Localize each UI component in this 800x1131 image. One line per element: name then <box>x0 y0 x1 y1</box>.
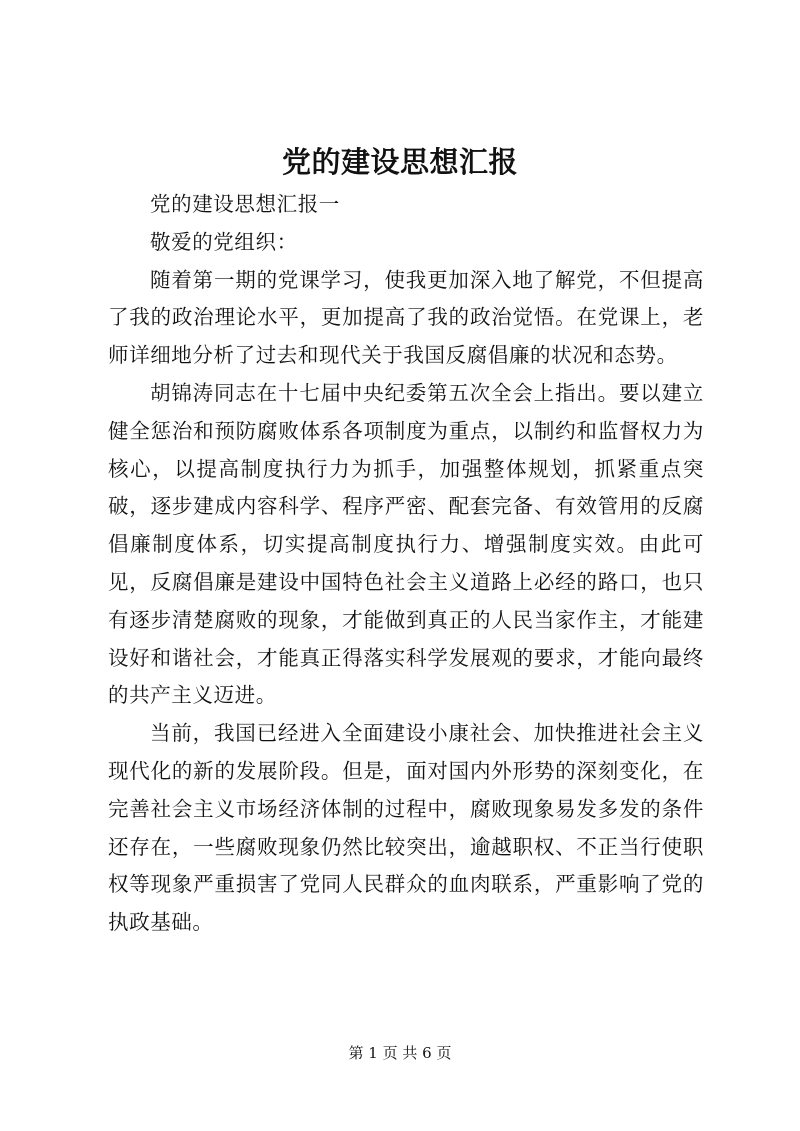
page-number-footer: 第 1 页 共 6 页 <box>348 1044 452 1062</box>
paragraph-body: 当前，我国已经进入全面建设小康社会、加快推进社会主义现代化的新的发展阶段。但是，面对国内外形势的深刻变化，在完善社会主义市场经济体制的过程中，腐败现象易发多发的条件还存在，一些腐败现象仍然比较突出，逾越职权、不正当行使职权等现象严重损害了党同人民群众的血肉联系，严重影响了党的执政基础。 <box>108 721 704 935</box>
paragraph-salutation: 敬爱的党组织： <box>150 229 298 254</box>
paragraph-report-heading: 党的建设思想汇报一 <box>150 192 340 216</box>
paragraph-body: 胡锦涛同志在十七届中央纪委第五次全会上指出。要以建立健全惩治和预防腐败体系各项制度为重点，以制约和监督权力为核心，以提高制度执行力为抓手，加强整体规划，抓紧重点突破，逐步建成内容科学、程序严密、配套完备、有效管用的反腐倡廉制度体系，切实提高制度执行力、增强制度实效。由此可见，反腐倡廉是建设中国特色社会主义道路上必经的路口，也只有逐步清楚腐败的现象，才能做到真正的人民当家作主，才能建设好和谐社会，才能真正得落实科学发展观的要求，才能向最终的共产主义迈进。 <box>108 380 704 708</box>
document-body <box>108 186 704 942</box>
document-title: 党的建设思想汇报 <box>281 145 518 179</box>
paragraph-body: 随着第一期的党课学习，使我更加深入地了解党，不但提高了我的政治理论水平，更加提高了我的政治觉悟。在党课上，老师详细地分析了过去和现代关于我国反腐倡廉的状况和态势。 <box>108 267 704 368</box>
